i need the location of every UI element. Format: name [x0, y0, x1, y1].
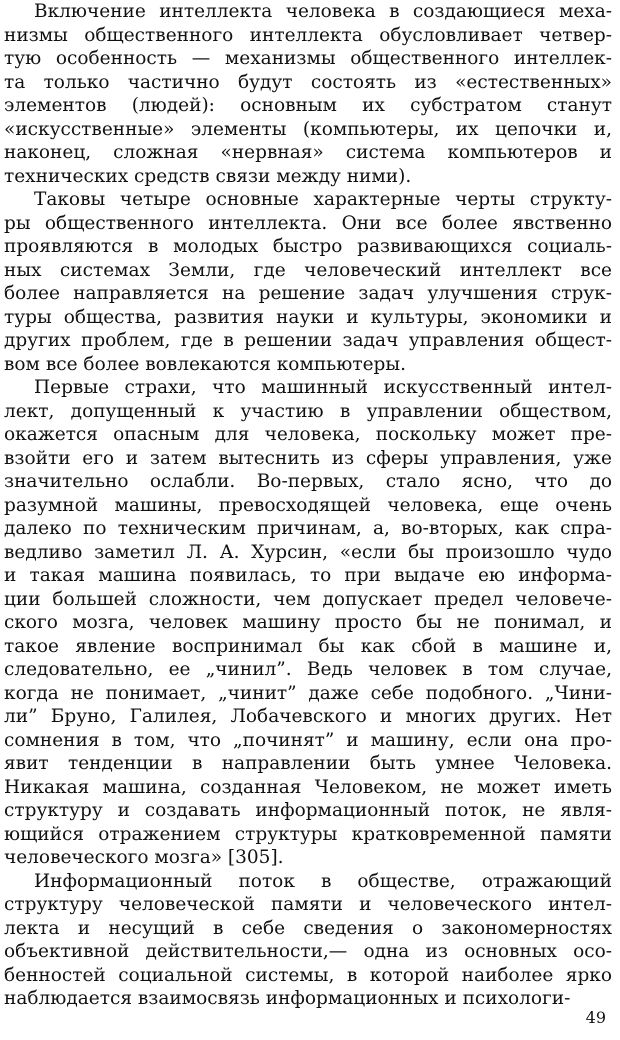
text-line: взойти его и затем вытеснить из сферы управления, уже [4, 447, 612, 469]
text-line: вом все более вовлекаются компьютеры. [4, 353, 406, 375]
paragraph [4, 0, 612, 188]
text-line: туры общества, развития науки и культуры, экономики и [4, 306, 612, 328]
text-line: человеческого мозга» [305]. [4, 847, 284, 868]
text-line: сомнения в том, что „починят” и машину, если она про- [4, 729, 612, 751]
text-line: наблюдается взаимосвязь информационных и психологи- [4, 988, 571, 1009]
text-line: структуру и создавать информационный поток, не явля- [4, 800, 612, 821]
text-line: когда не понимает, „чинит” даже себе подобного. „Чини- [4, 682, 612, 704]
text-line: проявляются в молодых быстро развивающихся социаль- [4, 236, 612, 257]
text-line: структуру человеческой памяти и человеческого интел- [4, 894, 612, 915]
text-line: ции большей сложности, чем допускает предел человече- [4, 588, 612, 610]
text-line: ведливо заметил Л. А. Хурсин, «если бы произошло чудо [4, 541, 612, 563]
text-line: ского мозга, человек машину просто бы не понимал, и [4, 612, 612, 633]
text-line: та только частично будут состоять из «естественных» [4, 71, 612, 93]
text-line: разумной машины, превосходящей человека, еще очень [4, 494, 612, 516]
text-line: Никакая машина, созданная Человеком, не может иметь [4, 776, 612, 798]
page-number: 49 [585, 1008, 606, 1027]
text-line: Первые страхи, что машинный искусственный интел- [34, 377, 612, 398]
text-line: следовательно, ее „чинил”. Ведь человек в том случае, [4, 659, 612, 680]
text-line: окажется опасным для человека, поскольку может пре- [4, 424, 612, 445]
paragraph [4, 870, 612, 1011]
text-line: бенностей социальной системы, в которой наиболее ярко [4, 964, 612, 986]
paragraph [4, 376, 612, 870]
text-line: ли” Бруно, Галилея, Лобачевского и многих других. Нет [4, 706, 612, 727]
text-line: ных системах Земли, где человеческий интеллект все [4, 259, 612, 281]
body-text [4, 0, 612, 1011]
text-line: других проблем, где в решении задач управления общест- [4, 330, 612, 351]
text-line: ющийся отражением структуры кратковременной памяти [4, 823, 612, 845]
text-line: элементов (людей): основным их субстратом станут [4, 95, 612, 116]
text-line: «искусственные» элементы (компьютеры, их цепочки и, [4, 118, 612, 140]
text-line: тую особенность — механизмы общественного интеллек- [4, 48, 612, 69]
text-line: явит тенденции в направлении быть умнее Человека. [4, 753, 612, 774]
text-line: Таковы четыре основные характерные черты структу- [34, 189, 612, 210]
text-line: и такая машина появилась, то при выдаче ею информа- [4, 565, 612, 586]
text-line: технических средств связи между ними). [4, 165, 412, 187]
text-line: Включение интеллекта человека в создающиеся меха- [34, 1, 612, 22]
text-line: значительно ослабли. Во-первых, стало ясно, что до [4, 471, 612, 492]
text-line: более направляется на решение задач улучшения струк- [4, 283, 612, 304]
text-line: ры общественного интеллекта. Они все более явственно [4, 212, 612, 234]
text-line: Информационный поток в обществе, отражающий [34, 870, 612, 892]
text-line: такое явление воспринимал бы как сбой в машине и, [4, 635, 612, 657]
text-line: объективной действительности,— одна из основных осо- [4, 941, 612, 962]
paragraph [4, 188, 612, 376]
text-line: лекта и несущий в себе сведения о закономерностях [4, 917, 612, 939]
text-line: низмы общественного интеллекта обусловливает четвер- [4, 24, 612, 46]
text-line: далеко по техническим причинам, а, во-вторых, как спра- [4, 518, 612, 539]
text-line: наконец, сложная «нервная» система компьютеров и [4, 142, 612, 163]
text-line: лект, допущенный к участию в управлении обществом, [4, 400, 612, 422]
